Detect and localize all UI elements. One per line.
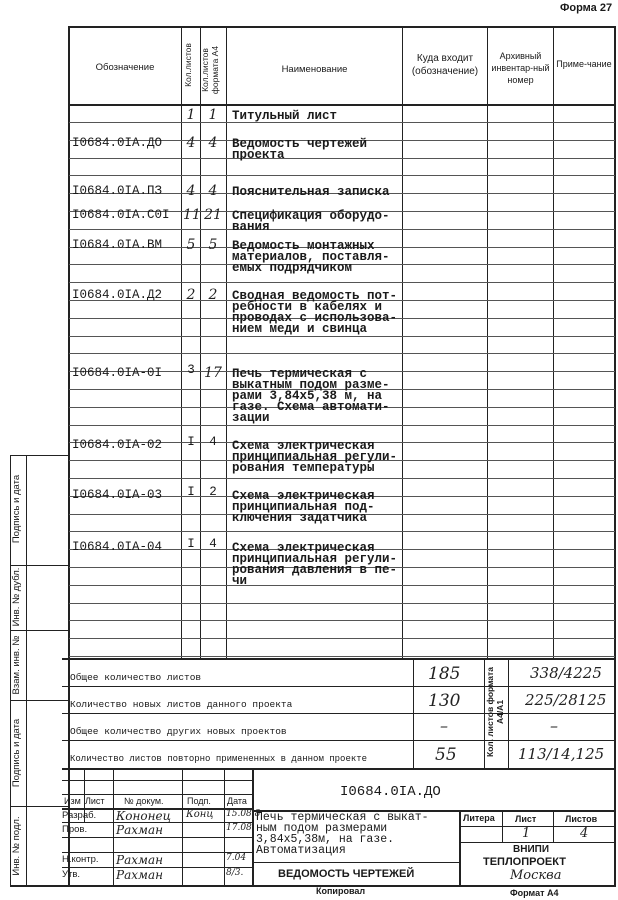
col-line-3 bbox=[226, 26, 227, 658]
side-stamp-dup-inv: Инв. № дубл. bbox=[11, 567, 22, 627]
frame-bottom bbox=[10, 885, 616, 887]
tb-vcol-4 bbox=[224, 768, 225, 886]
row-sheet-count: 4 bbox=[186, 183, 196, 199]
tb-person-date: 8/3. bbox=[226, 868, 244, 878]
tb-col-main bbox=[252, 768, 254, 886]
row-designation: I0684.0IA-03 bbox=[72, 488, 163, 502]
grid-row-line bbox=[69, 531, 615, 532]
header-bottom-line bbox=[69, 104, 615, 106]
row-sheet-count-a4: 1 bbox=[208, 107, 218, 123]
grid-row-line bbox=[69, 122, 615, 123]
side-stamp-original-inv: Инв. № подл. bbox=[11, 816, 22, 876]
side-stamp-signature-date-2: Подпись и дата bbox=[11, 718, 22, 788]
grid-row-line bbox=[69, 603, 615, 604]
side-stamp-signature-date-1: Подпись и дата bbox=[11, 474, 22, 544]
footer-copied: Копировал bbox=[316, 886, 366, 896]
grid-row-line bbox=[69, 282, 615, 283]
row-designation: I0684.0IA-0I bbox=[72, 366, 163, 380]
tb-sheet-label: Лист bbox=[515, 814, 537, 824]
row-sheet-count: 3 bbox=[187, 363, 195, 377]
row-name: Спецификация оборудо- вания bbox=[232, 209, 390, 234]
row-name: Ведомость чертежей проекта bbox=[232, 137, 368, 162]
row-sheet-count-a4: 17 bbox=[204, 365, 222, 381]
summary-total-label: Общее количество листов bbox=[70, 672, 202, 683]
row-sheet-count-a4: 4 bbox=[208, 135, 218, 151]
col-header-archive: Архивный инвентар-ный номер bbox=[491, 51, 550, 85]
tb-line-lit2 bbox=[459, 842, 615, 843]
tb-person-date: 15.08.8 bbox=[226, 809, 261, 819]
tb-head-sign: Подп. bbox=[187, 796, 211, 806]
tb-vcol-right bbox=[459, 810, 461, 886]
tb-person-date: 7.04 bbox=[226, 853, 247, 863]
row-designation: I0684.0IA.BM bbox=[72, 238, 163, 252]
tb-head-date: Дата bbox=[227, 796, 247, 806]
tb-line-lit bbox=[459, 826, 615, 827]
tb-lit-col2 bbox=[553, 810, 554, 842]
row-name: Ведомость монтажных материалов, поставля- емых подрядчиком bbox=[232, 239, 390, 275]
grid-row-line bbox=[69, 478, 615, 479]
side-frame-inner bbox=[26, 455, 27, 886]
summary-other-value: – bbox=[440, 716, 448, 735]
row-designation: I0684.0IA.ПЗ bbox=[72, 184, 163, 198]
row-sheet-count: I bbox=[187, 537, 195, 551]
summary-other-label: Общее количество других новых проектов bbox=[70, 726, 287, 737]
row-sheet-count: 11 bbox=[183, 207, 201, 223]
tb-person-sign: Конц bbox=[186, 809, 214, 820]
summary-total-a4: 338/4225 bbox=[530, 664, 602, 682]
row-sheet-count-a4: 5 bbox=[208, 237, 218, 253]
row-sheet-count-a4: 4 bbox=[209, 435, 217, 449]
summary-reused-label: Количество листов повторно примененных в данном проекте bbox=[70, 754, 368, 764]
tb-vcol-2 bbox=[113, 768, 114, 886]
col-header-sheets: Кол.листов bbox=[183, 43, 193, 87]
summary-new-value: 130 bbox=[428, 691, 461, 711]
tb-head-izm: Изм bbox=[64, 796, 81, 806]
row-sheet-count-a4: 2 bbox=[208, 287, 218, 303]
row-name: Схема электрическая принципиальная регули- рования температуры bbox=[232, 439, 398, 475]
row-sheet-count: 4 bbox=[186, 135, 196, 151]
grid-row-line bbox=[69, 353, 615, 354]
grid-row-line bbox=[69, 620, 615, 621]
grid-row-line bbox=[69, 638, 615, 639]
footer-format: Формат А4 bbox=[510, 888, 559, 898]
tb-litera-label: Литера bbox=[463, 813, 495, 823]
tb-description: Печь термическая с выкат- ным подом размерами 3,84х5,38м, на газе. Автоматизация bbox=[256, 811, 429, 857]
tb-doc-title: ВЕДОМОСТЬ ЧЕРТЕЖЕЙ bbox=[278, 868, 415, 880]
tb-sheet-value: 1 bbox=[522, 826, 531, 841]
grid-row-line bbox=[69, 656, 615, 657]
tb-person-name: Рахман bbox=[116, 868, 164, 882]
tb-role: Разраб. bbox=[62, 810, 97, 821]
row-designation: I0684.0IA-04 bbox=[72, 540, 163, 554]
row-designation: I0684.0IA-02 bbox=[72, 438, 163, 452]
summary-total-value: 185 bbox=[428, 664, 461, 684]
row-designation: I0684.0IA.Д2 bbox=[72, 288, 163, 302]
row-name: Пояснительная записка bbox=[232, 185, 390, 199]
summary-side-label: Кол. листов формата А4/А1 bbox=[485, 667, 505, 757]
tb-person-date: 17.08 bbox=[226, 823, 252, 833]
col-header-note: Приме-чание bbox=[556, 59, 612, 69]
frame-right bbox=[614, 26, 616, 886]
summary-new-a4: 225/28125 bbox=[525, 691, 607, 709]
grid-row-line bbox=[69, 425, 615, 426]
summary-col-3 bbox=[508, 658, 509, 768]
summary-top-line bbox=[62, 658, 615, 660]
col-line-4 bbox=[402, 26, 403, 658]
row-sheet-count-a4: 4 bbox=[209, 537, 217, 551]
tb-org1: ВНИПИ bbox=[513, 844, 550, 855]
row-name: Титульный лист bbox=[232, 109, 338, 123]
summary-new-label: Количество новых листов данного проекта bbox=[70, 699, 293, 710]
side-stamp-replace-inv: Взам. инв. № bbox=[11, 635, 22, 695]
summary-bottom-line bbox=[62, 768, 615, 770]
col-header-sheets-a4: Кол.листов формата А4 bbox=[200, 45, 220, 95]
tb-sheets-label: Листов bbox=[565, 814, 598, 824]
summary-line-1 bbox=[62, 686, 615, 687]
tb-role: Утв. bbox=[62, 869, 81, 880]
col-line-1 bbox=[181, 26, 182, 658]
col-header-designation: Обозначение bbox=[95, 62, 155, 73]
row-sheet-count-a4: 4 bbox=[208, 183, 218, 199]
grid-row-line bbox=[69, 175, 615, 176]
tb-role: Н.контр. bbox=[62, 854, 99, 865]
row-sheet-count-a4: 21 bbox=[204, 207, 222, 223]
row-sheet-count-a4: 2 bbox=[209, 485, 217, 499]
col-line-5 bbox=[487, 26, 488, 658]
grid-row-line bbox=[69, 336, 615, 337]
row-name: Печь термическая с выкатным подом разме- рами 3,84х5,38 м, на газе. Схема автомати- зации bbox=[232, 367, 390, 425]
row-name: Сводная ведомость пот- ребности в кабелях и проводах с использова- нием меди и свинца bbox=[232, 289, 398, 336]
tb-head-doc: № докум. bbox=[124, 796, 164, 806]
tb-person-name: Рахман bbox=[116, 853, 164, 867]
summary-line-2 bbox=[62, 713, 615, 714]
summary-reused-a4: 113/14,125 bbox=[518, 745, 605, 763]
row-designation: I0684.0IA.C0I bbox=[72, 208, 170, 222]
frame-top bbox=[69, 26, 616, 28]
tb-role: Пров. bbox=[62, 824, 88, 835]
summary-reused-value: 55 bbox=[435, 745, 457, 765]
row-name: Схема электрическая принципиальная регули- рования давления в пе- чи bbox=[232, 541, 398, 588]
tb-city: Москва bbox=[510, 868, 562, 883]
row-sheet-count: I bbox=[187, 435, 195, 449]
row-sheet-count: I bbox=[187, 485, 195, 499]
row-sheet-count: 1 bbox=[186, 107, 196, 123]
row-name: Схема электрическая принципиальная под- ключения задатчика bbox=[232, 489, 375, 525]
tb-person-name: Кононец bbox=[116, 809, 172, 823]
col-header-included: Куда входит (обозначение) bbox=[411, 53, 479, 77]
tb-head-list: Лист bbox=[85, 796, 105, 806]
tb-org2: ТЕПЛОПРОЕКТ bbox=[483, 856, 566, 868]
summary-col-1 bbox=[413, 658, 414, 768]
summary-other-a4: – bbox=[550, 716, 558, 735]
tb-doc-code: I0684.0IA.ДО bbox=[340, 784, 441, 800]
col-line-6 bbox=[553, 26, 554, 658]
summary-line-3 bbox=[62, 740, 615, 741]
tb-line-desc bbox=[252, 862, 459, 863]
row-sheet-count: 2 bbox=[186, 287, 196, 303]
tb-sheets-value: 4 bbox=[580, 826, 589, 841]
tb-vcol-3 bbox=[182, 768, 183, 886]
form-label: Форма 27 bbox=[560, 2, 613, 14]
row-sheet-count: 5 bbox=[186, 237, 196, 253]
tb-lit-col1 bbox=[502, 810, 503, 842]
tb-person-name: Рахман bbox=[116, 823, 164, 837]
col-header-name: Наименование bbox=[281, 64, 348, 75]
row-designation: I0684.0IA.ДО bbox=[72, 136, 163, 150]
